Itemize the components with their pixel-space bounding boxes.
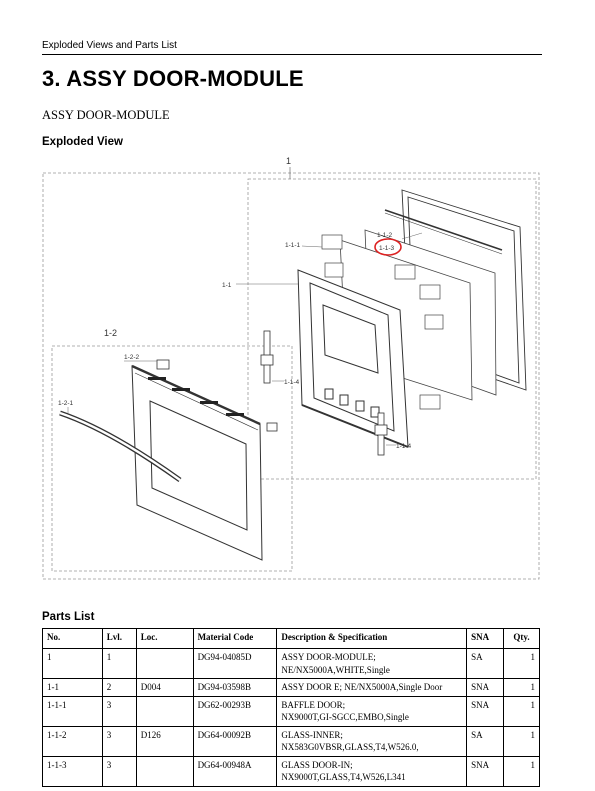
column-header: No. [43, 629, 103, 649]
cell-no: 1-1-2 [43, 726, 103, 756]
cell-loc: D126 [136, 726, 193, 756]
label-1-1: 1-1 [222, 282, 232, 289]
column-header: Description & Specification [277, 629, 467, 649]
cell-sna: SNA [467, 696, 504, 726]
page-subtitle: ASSY DOOR-MODULE [42, 108, 170, 122]
cell-code: DG64-00948A [193, 756, 277, 786]
label-1: 1 [286, 156, 292, 166]
cell-loc: D004 [136, 679, 193, 697]
cell-sna: SA [467, 649, 504, 679]
column-header: Lvl. [102, 629, 136, 649]
end-cap-top [157, 360, 169, 369]
desc-line: NX9000T,GI-SGCC,EMBO,Single [281, 712, 409, 722]
page-title: 3. ASSY DOOR-MODULE [42, 66, 304, 91]
column-header: Qty. [504, 629, 540, 649]
cell-code: DG94-04085D [193, 649, 277, 679]
cell-lvl: 2 [102, 679, 136, 697]
table-header-row [43, 629, 540, 649]
page-header: Exploded Views and Parts List [42, 40, 542, 55]
cell-lvl: 3 [102, 726, 136, 756]
table-row [43, 756, 540, 786]
hinge-left [261, 331, 273, 383]
cell-code: DG64-00092B [193, 726, 277, 756]
label-1-2-2: 1-2-2 [124, 354, 140, 361]
label-1-2: 1-2 [104, 328, 118, 338]
desc-line: NE/NX5000A,WHITE,Single [281, 664, 390, 675]
cell-loc [136, 696, 193, 726]
cell-lvl: 3 [102, 756, 136, 786]
cell-code: DG62-00293B [193, 696, 277, 726]
cell-no: 1 [43, 649, 103, 679]
cell-code: DG94-03598B [193, 679, 277, 697]
end-cap-bottom [267, 423, 277, 431]
column-header: SNA [467, 629, 504, 649]
exploded-view-diagram [40, 155, 542, 585]
cell-no: 1-1-1 [43, 696, 103, 726]
desc-line: BAFFLE DOOR; [281, 699, 346, 710]
exploded-view-heading: Exploded View [42, 136, 123, 148]
parts-list-heading: Parts List [42, 611, 95, 623]
desc-line: GLASS-INNER; [281, 729, 343, 740]
cell-desc [277, 726, 467, 756]
desc-line: GLASS DOOR-IN; [281, 759, 353, 770]
desc-line: ASSY DOOR-MODULE; [281, 652, 376, 662]
desc-line: ASSY DOOR E; NE/NX5000A,Single Door [281, 682, 443, 692]
cell-no: 1-1-3 [43, 756, 103, 786]
cell-no: 1-1 [43, 679, 103, 697]
table-row [43, 726, 540, 756]
table-row [43, 696, 540, 726]
cell-desc [277, 679, 467, 697]
table-row [43, 649, 540, 679]
cell-desc [277, 696, 467, 726]
desc-line: NX583G0VBSR,GLASS,T4,W526.0, [281, 742, 419, 752]
desc-line: NX9000T,GLASS,T4,W526,L341 [281, 772, 406, 782]
cell-loc [136, 756, 193, 786]
cell-lvl: 3 [102, 696, 136, 726]
cell-qty: 1 [504, 679, 540, 697]
cell-qty: 1 [504, 756, 540, 786]
label-1-2-1: 1-2-1 [58, 400, 74, 407]
label-1-1-3: 1-1-3 [379, 245, 395, 252]
cell-sna: SNA [467, 756, 504, 786]
cell-desc [277, 649, 467, 679]
table-row [43, 679, 540, 697]
cell-loc [136, 649, 193, 679]
cell-qty: 1 [504, 649, 540, 679]
column-header: Material Code [193, 629, 277, 649]
label-1-1-1: 1-1-1 [285, 242, 301, 249]
cell-sna: SNA [467, 679, 504, 697]
cell-qty: 1 [504, 726, 540, 756]
cell-sna: SA [467, 726, 504, 756]
cell-qty: 1 [504, 696, 540, 726]
label-1-1-2: 1-1-2 [377, 232, 393, 239]
column-header: Loc. [136, 629, 193, 649]
cell-desc [277, 756, 467, 786]
label-1-1-4-right: 1-1-4 [396, 443, 412, 450]
parts-table [42, 628, 540, 787]
cell-lvl: 1 [102, 649, 136, 679]
label-1-1-4-left: 1-1-4 [284, 379, 300, 386]
